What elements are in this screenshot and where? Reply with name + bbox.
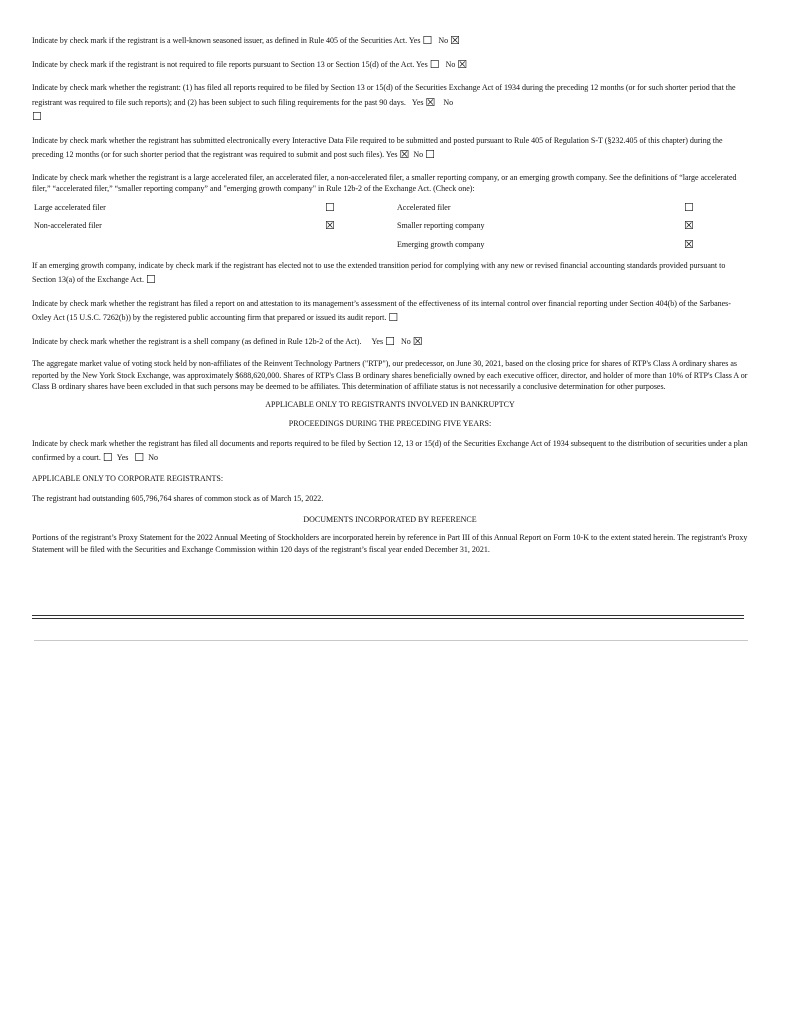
- interactive-data-text: Indicate by check mark whether the registrant has submitted electronically every Interactive Data File required to be submitted and posted pursuant to Rule 405 of Regulation S-T (§232.405 of this chapter) during the preceding 12 months (or for such shorter period that the registrant was required to submit and post such files).: [32, 135, 723, 159]
- bankruptcy-heading-1: APPLICABLE ONLY TO REGISTRANTS INVOLVED IN BANKRUPTCY: [265, 399, 515, 409]
- filer-status-grid: [32, 199, 748, 255]
- interactive-data-no-checkbox[interactable]: ☐: [425, 149, 436, 161]
- page-divider: [34, 640, 748, 641]
- not-required-question: [32, 58, 748, 73]
- wksi-yes-label: Yes: [408, 36, 421, 45]
- market-value-paragraph: [32, 358, 748, 393]
- not-required-no-checkbox[interactable]: ☒: [457, 58, 468, 71]
- wksi-yes-checkbox[interactable]: ☐: [422, 35, 433, 47]
- not-required-no-label: No: [445, 59, 456, 69]
- wksi-no-checkbox[interactable]: ☒: [450, 35, 460, 47]
- large-accelerated-label: Large accelerated filer: [34, 202, 106, 212]
- accelerated-label: Accelerated filer: [397, 202, 451, 212]
- corporate-shares-text: The registrant had outstanding 605,796,764 shares of common stock as of March 15, 2022.: [32, 494, 324, 503]
- emerging-growth-label: Emerging growth company: [397, 239, 485, 249]
- not-required-yes-checkbox[interactable]: ☐: [429, 58, 440, 71]
- emerging-growth-checkbox[interactable]: ☒: [684, 238, 694, 251]
- bankruptcy-yes-checkbox[interactable]: ☐: [102, 452, 113, 464]
- shell-company-question: [32, 335, 748, 350]
- not-required-text: Indicate by check mark if the registrant is not required to file reports pursuant to Section 13 or Section 15(d) of the Act.: [32, 59, 415, 69]
- market-value-text: The aggregate market value of voting stock held by non-affiliates of the Reinvent Technology Partners ("RTP"), our predecessor, on June 30, 2021, based on the closing price for shares of RTP's Class A ordinary shares as reported by the New York Stock Exchange, was approximately $688,620,000. Shares of RTP's Class B ordinary shares beneficially owned by each executive officer, director, and holder of more than 10% of RTP's Class A or Class B ordinary shares have been excluded in that such persons may be deemed to be affiliates. This determination of affiliate status is not necessarily a conclusive determination for other purposes.: [32, 359, 748, 391]
- filed-reports-question: [32, 81, 748, 125]
- not-required-yes-label: Yes: [416, 59, 428, 69]
- corporate-heading: APPLICABLE ONLY TO CORPORATE REGISTRANTS:: [32, 473, 224, 483]
- bankruptcy-no-label: No: [148, 453, 159, 462]
- transition-period-text: If an emerging growth company, indicate by check mark if the registrant has elected not to use the extended transition period for complying with any new or revised financial accounting standards provided pursuant to Section 13(a) of the Exchange Act.: [32, 260, 726, 284]
- interactive-data-yes-checkbox[interactable]: ☒: [399, 149, 410, 161]
- attestation-checkbox[interactable]: ☐: [388, 312, 399, 324]
- bankruptcy-no-checkbox[interactable]: ☐: [134, 452, 145, 464]
- bankruptcy-text: Indicate by check mark whether the registrant has filed all documents and reports required to be filed by Section 12, 13 or 15(d) of the Securities Exchange Act of 1934 subsequent to the distribution of securities under a plan confirmed by a court.: [32, 438, 748, 462]
- shell-company-yes-checkbox[interactable]: ☐: [385, 335, 395, 348]
- smaller-reporting-label: Smaller reporting company: [397, 220, 485, 230]
- filed-reports-text: Indicate by check mark whether the registrant: (1) has filed all reports required to be filed by Section 13 or 15(d) of the Securities Exchange Act of 1934 during the preceding 12 months (or for such shorter period that the registrant was required to file such reports); and (2) has been subject to such filing requirements for the past 90 days.: [32, 83, 736, 107]
- shell-company-yes-label: Yes: [371, 336, 384, 346]
- documents-paragraph: [32, 532, 748, 555]
- wksi-no-label: No: [438, 36, 449, 45]
- cover-page-continued: [32, 34, 748, 560]
- filer-status-text: Indicate by check mark whether the registrant is a large accelerated filer, an accelerated filer, a non-accelerated filer, a smaller reporting company, or an emerging growth company. See the definitions of “large accelerated filer,” “accelerated filer,” “smaller reporting company” and "emerging growth company" in Rule 12b-2 of the Exchange Act. (Check one):: [32, 172, 737, 193]
- large-accelerated-checkbox[interactable]: ☐: [325, 201, 335, 214]
- wksi-text: Indicate by check mark if the registrant is a well-known seasoned issuer, as defined in Rule 405 of the Securities Act.: [32, 36, 408, 45]
- non-accelerated-checkbox[interactable]: ☒: [325, 219, 335, 232]
- section-divider-top: [32, 615, 744, 616]
- filer-status-question: [32, 172, 748, 194]
- attestation-question: [32, 297, 748, 326]
- bankruptcy-question: [32, 437, 748, 466]
- interactive-data-no-label: No: [413, 150, 424, 159]
- accelerated-checkbox[interactable]: ☐: [684, 201, 694, 214]
- shell-company-no-label: No: [400, 336, 411, 346]
- filed-reports-yes-label: Yes: [411, 97, 424, 107]
- non-accelerated-label: Non-accelerated filer: [34, 220, 102, 230]
- shell-company-text: Indicate by check mark whether the registrant is a shell company (as defined in Rule 12b-2 of the Act).: [32, 336, 362, 346]
- bankruptcy-heading-2: PROCEEDINGS DURING THE PRECEDING FIVE YEARS:: [288, 419, 492, 428]
- interactive-data-yes-label: Yes: [385, 150, 398, 159]
- attestation-text: Indicate by check mark whether the registrant has filed a report on and attestation to its management’s assessment of the effectiveness of its internal control over financial reporting under Section 404(b) of the Sarbanes-Oxley Act (15 U.S.C. 7262(b)) by the registered public accounting firm that prepared or issued its audit report.: [32, 298, 731, 322]
- documents-heading: DOCUMENTS INCORPORATED BY REFERENCE: [303, 514, 477, 524]
- filed-reports-no-label: No: [443, 97, 454, 107]
- filed-reports-no-checkbox[interactable]: ☐: [32, 111, 42, 123]
- bankruptcy-yes-label: Yes: [116, 453, 129, 462]
- shell-company-no-checkbox[interactable]: ☒: [412, 335, 423, 348]
- section-divider-bottom: [32, 618, 744, 619]
- smaller-reporting-checkbox[interactable]: ☒: [684, 219, 694, 232]
- transition-period-checkbox[interactable]: ☐: [145, 274, 156, 286]
- interactive-data-question: [32, 134, 748, 163]
- filed-reports-yes-checkbox[interactable]: ☒: [425, 96, 436, 109]
- documents-text: Portions of the registrant’s Proxy Statement for the 2022 Annual Meeting of Stockholders are incorporated herein by reference in Part III of this Annual Report on Form 10-K to the extent stated herein. The registrant's Proxy Statement will be filed with the Securities and Exchange Commission within 120 days of the registrant’s fiscal year ended December 31, 2021.: [32, 533, 748, 554]
- transition-period-question: [32, 259, 748, 288]
- wksi-question: [32, 34, 748, 49]
